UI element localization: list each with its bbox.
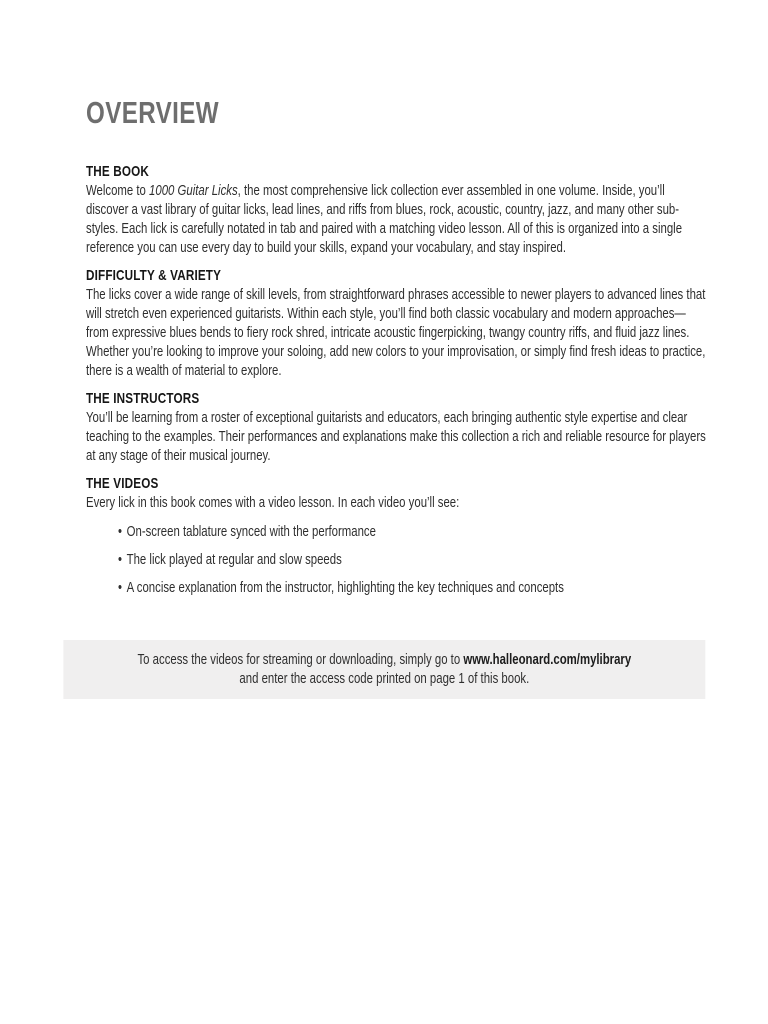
section-body-the-book (86, 182, 706, 258)
section-heading-difficulty-variety: DIFFICULTY & VARIETY (86, 267, 222, 284)
list-item-text: A concise explanation from the instructor, highlighting the key techniques and concepts (126, 580, 564, 596)
bullet-icon: • (117, 552, 122, 568)
page-title: OVERVIEW (86, 95, 220, 130)
section-the-instructors (86, 391, 706, 466)
book-body-pre: Welcome to (86, 183, 150, 199)
section-intro-the-videos: Every lick in this book comes with a video lesson. In each video you’ll see: (86, 495, 460, 511)
list-item-text: The lick played at regular and slow speeds (126, 552, 342, 568)
section-body-difficulty-variety: The licks cover a wide range of skill levels, from straightforward phrases accessible to newer players to advanced lines that will stretch even experienced guitarists. Within each style, you’ll find both classic vocabulary and modern approaches—from expressive blues bends to fiery rock shred, intricate acoustic fingerpicking, twangy country riffs, and fluid jazz lines. Whether you’re looking to improve your soloing, add new colors to your improvisation, or simply find fresh ideas to practice, there is a wealth of material to explore. (86, 287, 706, 379)
book-body-post: , the most comprehensive lick collection ever assembled in one volume. Inside, you’ll discover a vast library of guitar licks, lead lines, and riffs from blues, rock, acoustic, country, jazz, and many other sub-styles. Each lick is carefully notated in tab and paired with a matching video lesson. All of this is organized into a single reference you can use every day to build your skills, expand your vocabulary, and stay inspired. (86, 183, 683, 256)
access-url: www.halleonard.com/mylibrary (463, 652, 632, 668)
list-item-text: On-screen tablature synced with the performance (126, 524, 376, 540)
section-heading-the-instructors: THE INSTRUCTORS (86, 390, 200, 407)
access-notice-line1-text: To access the videos for streaming or downloading, simply go to (137, 652, 464, 668)
section-the-videos (86, 476, 706, 598)
section-difficulty-variety (86, 268, 706, 381)
access-notice-line1 (82, 651, 687, 670)
book-title-italic: 1000 Guitar Licks (149, 183, 238, 199)
section-heading-the-videos: THE VIDEOS (86, 475, 159, 492)
video-features-list (86, 523, 706, 598)
access-notice-line2: and enter the access code printed on page 1 of this book. (239, 671, 530, 687)
page-content (86, 97, 706, 699)
list-item (118, 551, 706, 570)
list-item (118, 523, 706, 542)
video-access-notice (63, 640, 705, 699)
bullet-icon: • (117, 580, 122, 596)
list-item (118, 579, 706, 598)
section-heading-the-book: THE BOOK (86, 163, 150, 180)
section-body-the-instructors: You’ll be learning from a roster of exceptional guitarists and educators, each bringing authentic style expertise and clear teaching to the examples. Their performances and explanations make this collection a rich and reliable resource for players at any stage of their musical journey. (86, 410, 706, 464)
section-the-book (86, 164, 706, 258)
bullet-icon: • (117, 524, 122, 540)
